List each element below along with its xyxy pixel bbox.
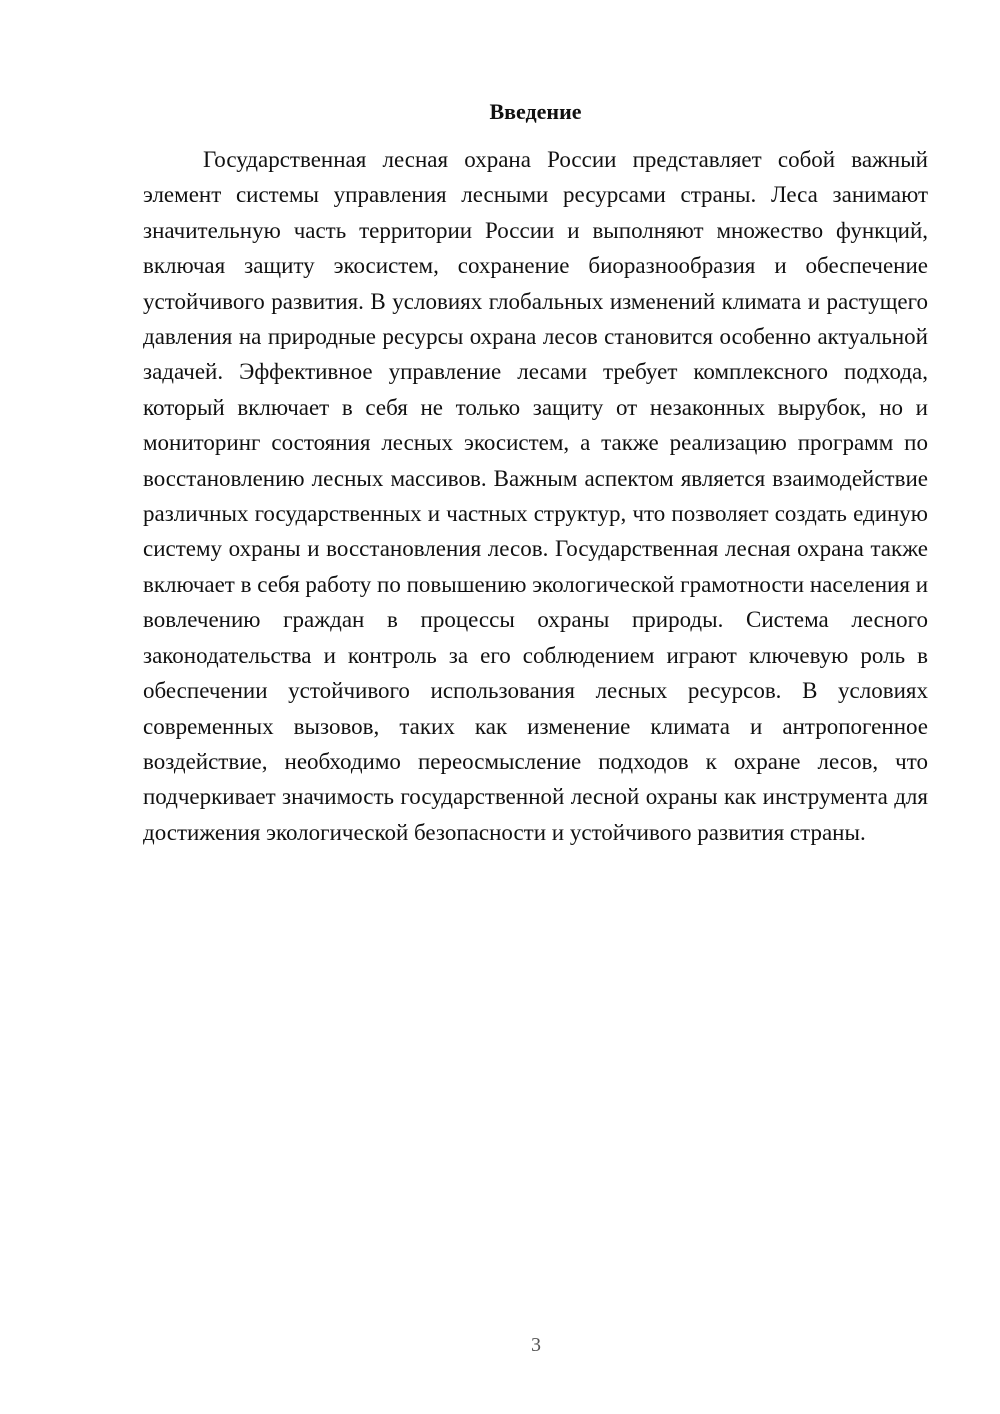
body-paragraph: Государственная лесная охрана России представляет собой важный элемент системы управления лесными ресурсами страны. Леса занимают значительную часть территории России и выполняют множество функций, включая защиту экосистем, сохранение биоразнообразия и обеспечение устойчивого развития. В условиях глобальных изменений климата и растущего давления на природные ресурсы охрана лесов становится особенно актуальной задачей. Эффективное управление лесами требует комплексного подхода, который включает в себя не только защиту от незаконных вырубок, но и мониторинг состояния лесных экосистем, а также реализацию программ по восстановлению лесных массивов. Важным аспектом является взаимодействие различных государственных и частных структур, что позволяет создать единую систему охраны и восстановления лесов. Государственная лесная охрана также включает в себя работу по повышению экологической грамотности населения и вовлечению граждан в процессы охраны природы. Система лесного законодательства и контроль за его соблюдением играют ключевую роль в обеспечении устойчивого использования лесных ресурсов. В условиях современных вызовов, таких как изменение климата и антропогенное воздействие, необходимо переосмысление подходов к охране лесов, что подчеркивает значимость государственной лесной охраны как инструмента для достижения экологической безопасности и устойчивого развития страны. — [143, 147, 928, 845]
section-heading: Введение — [489, 99, 582, 124]
page-number: 3 — [531, 1334, 541, 1356]
